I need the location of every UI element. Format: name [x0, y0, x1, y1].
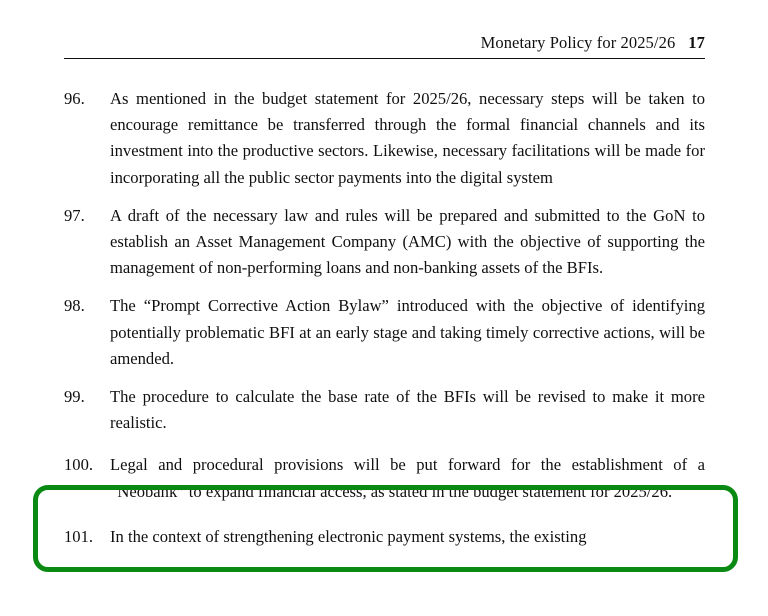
paragraph-text: In the context of strengthening electronic payment systems, the existing	[110, 526, 587, 546]
paragraph-number: 99.	[64, 387, 85, 407]
paragraph-101	[0, 524, 768, 550]
paragraph-text: The procedure to calculate the base rate of the BFIs will be revised to make it more realistic.	[110, 387, 705, 433]
paragraph-number: 101.	[64, 526, 94, 546]
body-text	[0, 86, 768, 550]
page-number: 17	[688, 33, 705, 52]
header-title: Monetary Policy for 2025/26	[480, 33, 676, 52]
paragraph-text: As mentioned in the budget statement for 2025/26, necessary steps will be taken to encourage remittance be transferred through the formal financial channels and its investment into the productive sectors. Likewise, necessary facilitations will be made for incorporating all the public sector payments into the digital system	[110, 89, 705, 187]
paragraph-97	[0, 203, 768, 282]
paragraph-100	[0, 452, 768, 504]
header-line	[64, 33, 705, 53]
header-rule	[64, 58, 705, 59]
paragraph-98	[0, 293, 768, 372]
paragraph-number: 96.	[64, 89, 85, 108]
paragraph-text: Legal and procedural provisions will be put forward for the establishment of a “Neobank” to expand financial access, as stated in the budget statement for 2025/26.	[110, 455, 705, 501]
paragraph-number: 100.	[64, 455, 94, 475]
page-header	[64, 33, 705, 59]
paragraph-text: The “Prompt Corrective Action Bylaw” introduced with the objective of identifying potentially problematic BFI at an early stage and taking timely corrective actions, will be amended.	[110, 296, 705, 368]
paragraph-number: 98.	[64, 296, 85, 316]
paragraph-99	[0, 384, 768, 436]
paragraph-96	[0, 86, 768, 191]
paragraph-number: 97.	[64, 205, 85, 225]
paragraph-text: A draft of the necessary law and rules will be prepared and submitted to the GoN to establish an Asset Management Company (AMC) with the objective of supporting the management of non-performing loans and non-banking assets of the BFIs.	[110, 205, 705, 278]
